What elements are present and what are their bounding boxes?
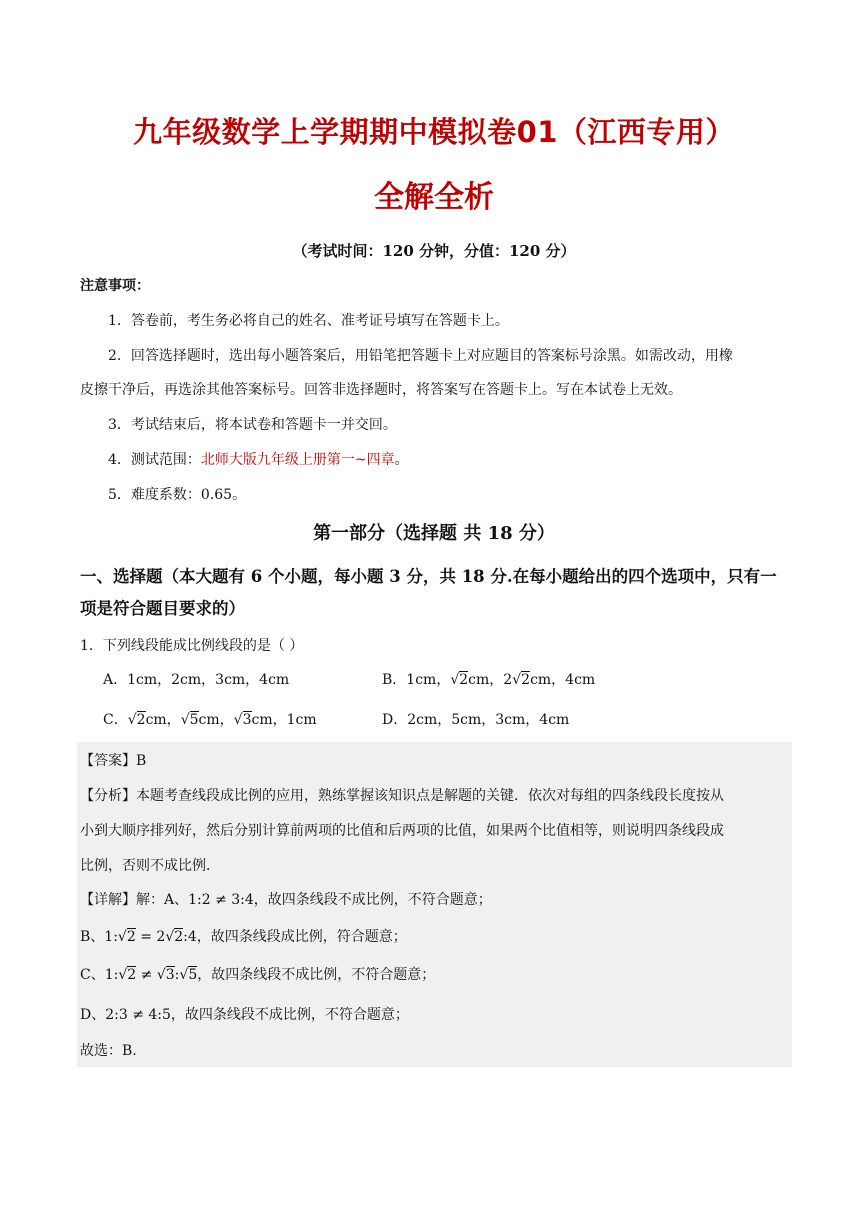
detail-c-pre: C、1: — [80, 967, 119, 983]
option-b-radicand-2: 2 — [521, 672, 531, 688]
test-range: 北师大版九年级上册第一~四章 — [200, 452, 395, 468]
option-c-radicand-3: 3 — [242, 712, 252, 728]
option-c-radicand-2: 5 — [189, 712, 199, 728]
sqrt-icon: √ — [180, 712, 190, 728]
section-title: 第一部分（选择题 共 18 分） — [313, 523, 555, 544]
detail-b-radicand-1: 2 — [126, 929, 136, 945]
option-b — [382, 670, 595, 690]
analysis-line-1: 【分析】本题考查线段成比例的应用，熟练掌握该知识点是解题的关键．依次对每组的四条线段长度按从 — [80, 788, 724, 804]
note-item-2-line-1: 2．回答选择题时，选出每小题答案后，用铅笔把答题卡上对应题目的答案标号涂黑。如需改动，用橡 — [108, 348, 733, 364]
detail-c-post: ，故四条线段不成比例，不符合题意； — [197, 967, 436, 983]
document-subtitle: 全解全析 — [374, 180, 494, 215]
detail-c-radicand-2: 3 — [165, 967, 175, 983]
sqrt-icon: √ — [117, 929, 127, 945]
option-b-coefficient: 2 — [503, 672, 513, 688]
notes-heading: 注意事项： — [80, 278, 150, 294]
note-item-4-prefix: 4．测试范围： — [108, 452, 201, 468]
sqrt-icon: √ — [179, 967, 189, 983]
question-1-stem: 1．下列线段能成比例线段的是（ ） — [80, 638, 304, 654]
detail-d: D、2:3 ≠ 4:5，故四条线段不成比例，不符合题意； — [80, 1007, 409, 1023]
analysis-line-2: 小到大顺序排列好，然后分别计算前两项的比值和后两项的比值，如果两个比值相等，则说明四条线段成 — [80, 823, 724, 839]
detail-b-mid: = 2 — [135, 929, 166, 945]
note-item-5: 5．难度系数：0.65。 — [108, 487, 247, 503]
detail-b-radicand-2: 2 — [174, 929, 184, 945]
option-b-text-1: 1cm， — [406, 672, 451, 688]
option-d: D．2cm，5cm，3cm，4cm — [382, 712, 570, 728]
option-b-text-2: cm， — [468, 672, 504, 688]
answer-line: 【答案】B — [80, 753, 147, 769]
detail-b — [80, 927, 407, 947]
document-title: 九年级数学上学期期中模拟卷01（江西专用） — [133, 115, 735, 149]
note-item-4-suffix: 。 — [394, 452, 409, 468]
sqrt-icon: √ — [127, 712, 137, 728]
section-heading-line-2: 项是符合题目要求的） — [80, 599, 245, 618]
sqrt-icon: √ — [233, 712, 243, 728]
option-a: A．1cm，2cm，3cm，4cm — [103, 672, 290, 688]
detail-c-radicand-1: 2 — [127, 967, 137, 983]
detail-c-mid-2: : — [174, 967, 180, 983]
option-c-label: C． — [103, 712, 128, 728]
detail-a: 【详解】解：A、1:2 ≠ 3:4，故四条线段不成比例，不符合题意； — [80, 892, 492, 908]
detail-b-post: :4，故四条线段成比例，符合题意； — [183, 929, 407, 945]
option-c-text-3: cm，1cm — [251, 712, 317, 728]
note-item-1: 1．答卷前，考生务必将自己的姓名、准考证号填写在答题卡上。 — [108, 313, 509, 329]
note-item-2-line-2: 皮擦干净后，再选涂其他答案标号。回答非选择题时，将答案写在答题卡上。写在本试卷上无效。 — [80, 382, 682, 398]
option-b-text-3: cm，4cm — [530, 672, 596, 688]
option-c-text-2: cm， — [198, 712, 234, 728]
option-b-label: B． — [382, 672, 407, 688]
option-c-text-1: cm， — [145, 712, 181, 728]
sqrt-icon: √ — [165, 929, 175, 945]
option-b-radicand-1: 2 — [459, 672, 469, 688]
note-item-3: 3．考试结束后，将本试卷和答题卡一并交回。 — [108, 417, 397, 433]
detail-c-mid-1: ≠ — [136, 967, 157, 983]
sqrt-icon: √ — [118, 967, 128, 983]
detail-c-radicand-3: 5 — [188, 967, 198, 983]
sqrt-icon: √ — [156, 967, 166, 983]
sqrt-icon: √ — [450, 672, 460, 688]
detail-b-pre: B、1: — [80, 929, 118, 945]
exam-info: （考试时间：120 分钟，分值：120 分） — [292, 242, 576, 260]
option-c — [103, 710, 317, 730]
analysis-line-3: 比例，否则不成比例． — [80, 858, 220, 874]
section-heading-line-1: 一、选择题（本大题有 6 个小题，每小题 3 分，共 18 分.在每小题给出的四个选项中，只有一 — [80, 567, 777, 586]
conclusion: 故选：B. — [80, 1043, 137, 1059]
detail-c — [80, 965, 435, 985]
option-c-radicand-1: 2 — [136, 712, 146, 728]
note-item-4 — [108, 450, 409, 470]
sqrt-icon: √ — [512, 672, 522, 688]
